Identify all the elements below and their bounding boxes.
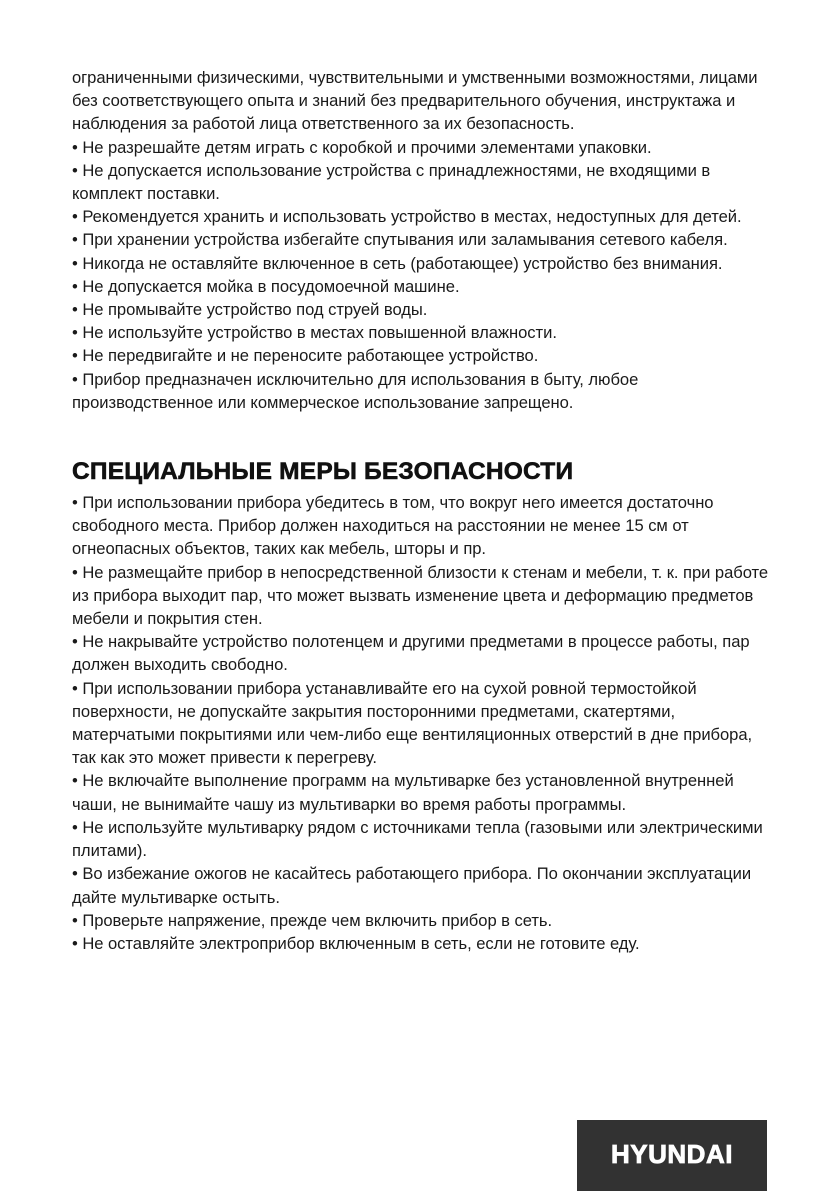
bullet-item: • Проверьте напряжение, прежде чем включить прибор в сеть.	[72, 910, 553, 930]
brand-logo-block	[577, 1120, 767, 1191]
bullet-item: • Не используйте устройство в местах повышенной влажности.	[72, 323, 557, 343]
bullet-item: • Не используйте мультиварку рядом с источниками тепла (газовыми или электрическими плитами).	[72, 817, 763, 861]
bullet-item: • Не включайте выполнение программ на мультиварке без установленной внутренней чаши, не вынимайте чашу из мультиварки во время работы программы.	[72, 771, 734, 814]
manual-page	[72, 66, 772, 955]
bullet-item: • При использовании прибора устанавливайте его на сухой ровной термостойкой поверхности, не допускайте закрытия посторонними предметами, скатертями, матерчатыми покрытиями или чем-либо еще вентиляционных отверстий в дне прибора, так как это может привести к перегреву.	[72, 678, 753, 768]
bullet-item: • Прибор предназначен исключительно для использования в быту, любое производственное или коммерческое использование запрещено.	[72, 369, 639, 412]
bullet-item: • Не накрывайте устройство полотенцем и другими предметами в процессе работы, пар должен выходить свободно.	[72, 632, 750, 675]
bullet-item: • Не размещайте прибор в непосредственной близости к стенам и мебели, т. к. при работе из прибора выходит пар, что может вызвать изменение цвета и деформацию предметов мебели и покрытия стен.	[72, 562, 769, 629]
bullet-item: • Не допускается использование устройства с принадлежностями, не входящими в комплект поставки.	[72, 160, 711, 204]
bullet-item: • Не допускается мойка в посудомоечной машине.	[72, 276, 460, 296]
bullet-item: • При использовании прибора убедитесь в том, что вокруг него имеется достаточно свободного места. Прибор должен находиться на расстоянии не менее 15 см от огнеопасных объектов, таких как мебель, шторы и пр.	[72, 493, 714, 559]
bullet-item: • Во избежание ожогов не касайтесь работающего прибора. По окончании эксплуатации дайте мультиварке остыть.	[72, 864, 752, 907]
bullet-item: • Рекомендуется хранить и использовать устройство в местах, недоступных для детей.	[72, 207, 742, 227]
bullet-item: • Никогда не оставляйте включенное в сеть (работающее) устройство без внимания.	[72, 253, 723, 273]
bullet-item: • При хранении устройства избегайте спутывания или заламывания сетевого кабеля.	[72, 230, 728, 250]
bullet-item: • Не передвигайте и не переносите работающее устройство.	[72, 346, 539, 366]
special-safety-section	[72, 457, 772, 955]
paragraph: ограниченными физическими, чувствительными и умственными возможностями, лицами без соответствующего опыта и знаний без предварительного обучения, инструктажа и наблюдения за работой лица ответственного за их безопасность.	[72, 68, 758, 134]
section-heading: СПЕЦИАЛЬНЫЕ МЕРЫ БЕЗОПАСНОСТИ	[72, 458, 574, 486]
bullet-item: • Не разрешайте детям играть с коробкой и прочими элементами упаковки.	[72, 137, 652, 157]
general-safety-section	[72, 66, 772, 414]
bullet-item: • Не оставляйте электроприбор включенным в сеть, если не готовите еду.	[72, 933, 640, 953]
brand-logo-text: HYUNDAI	[611, 1138, 733, 1169]
bullet-item: • Не промывайте устройство под струей воды.	[72, 300, 428, 320]
